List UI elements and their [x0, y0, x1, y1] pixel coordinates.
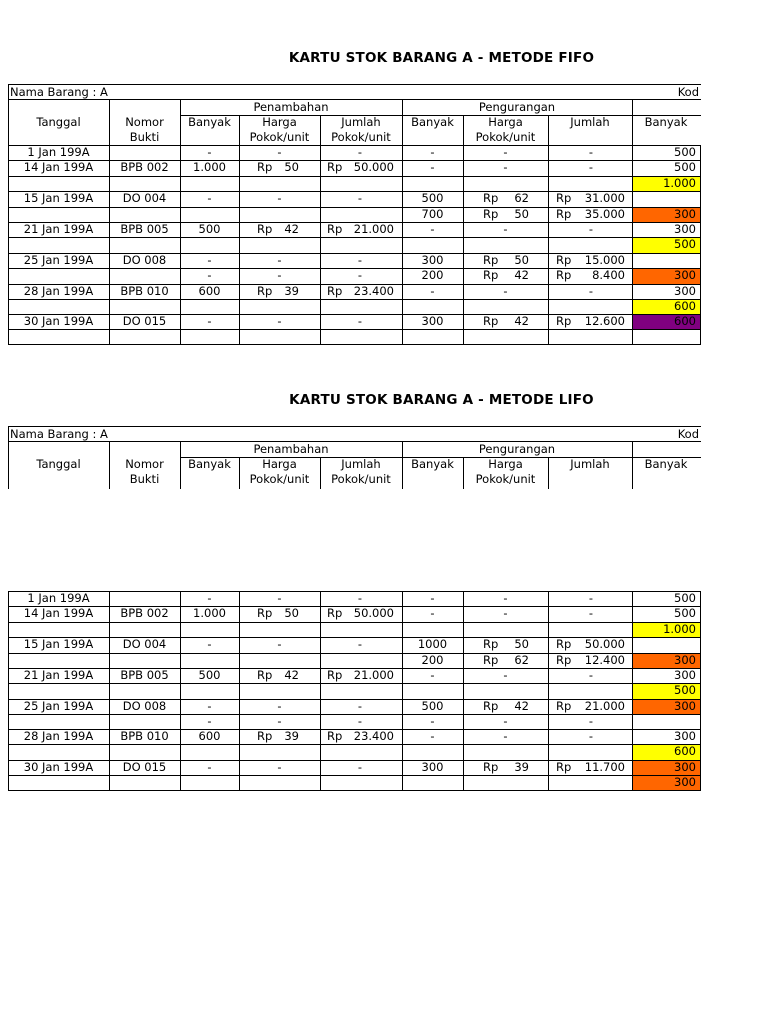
- out-qty-cell: -: [430, 606, 435, 620]
- in-price-cell: -: [277, 714, 282, 728]
- out-qty-cell: 500: [421, 699, 444, 713]
- penambahan-header: Penambahan: [253, 100, 329, 114]
- out-total-cell: -: [588, 668, 593, 682]
- out-qty-cell: -: [430, 591, 435, 605]
- bukti-cell: DO 008: [122, 699, 167, 713]
- tanggal-cell: 28 Jan 199A: [23, 284, 94, 298]
- kode-label: Kod: [677, 85, 699, 99]
- out-qty-cell: 700: [421, 207, 444, 221]
- tanggal-cell: 21 Jan 199A: [23, 668, 94, 682]
- bukti-cell: DO 015: [122, 760, 167, 774]
- in-price-currency: Rp: [257, 222, 273, 236]
- in-qty-cell: 500: [198, 222, 221, 236]
- out-total-cell: -: [588, 145, 593, 159]
- out-total-cell: -: [588, 591, 593, 605]
- tanggal-cell: 1 Jan 199A: [27, 145, 90, 159]
- tanggal-cell: 21 Jan 199A: [23, 222, 94, 236]
- jumlah-header: Jumlah: [341, 457, 381, 471]
- tanggal-cell: 30 Jan 199A: [23, 314, 94, 328]
- in-qty-cell: 600: [198, 729, 221, 743]
- in-price-cell: 42: [284, 222, 299, 236]
- tanggal-cell: 25 Jan 199A: [23, 253, 94, 267]
- out-total-currency: Rp: [556, 653, 572, 667]
- balance-cell: 600: [674, 299, 696, 313]
- pokok-unit-header: Pokok/unit: [475, 130, 536, 144]
- out-price-cell: -: [503, 222, 508, 236]
- in-price-currency: Rp: [257, 668, 273, 682]
- balance-cell: 500: [674, 683, 696, 697]
- balance-cell: 1.000: [663, 176, 696, 190]
- balance-cell: 300: [674, 207, 696, 221]
- out-total-cell: 12.600: [584, 314, 625, 328]
- nama-barang-label: Nama Barang : A: [10, 427, 108, 441]
- out-total-cell: 15.000: [584, 253, 625, 267]
- bukti-cell: BPB 005: [120, 222, 169, 236]
- out-qty-cell: 200: [421, 653, 444, 667]
- out-qty-cell: -: [430, 222, 435, 236]
- out-total-cell: -: [588, 160, 593, 174]
- balance-cell: 300: [674, 653, 696, 667]
- in-qty-cell: -: [207, 714, 212, 728]
- grid-line: [8, 790, 701, 791]
- out-total-cell: 21.000: [584, 699, 625, 713]
- out-total-cell: 11.700: [584, 760, 625, 774]
- in-qty-cell: -: [207, 268, 212, 282]
- out-price-currency: Rp: [483, 699, 499, 713]
- out-total-currency: Rp: [556, 253, 572, 267]
- out-price-cell: -: [503, 284, 508, 298]
- bukti-cell: DO 004: [122, 191, 167, 205]
- out-price-cell: 50: [514, 207, 529, 221]
- balance-cell: 500: [674, 591, 696, 605]
- in-qty-cell: 1.000: [193, 606, 226, 620]
- tanggal-cell: 28 Jan 199A: [23, 729, 94, 743]
- out-price-cell: 42: [514, 699, 529, 713]
- bukti-cell: DO 004: [122, 637, 167, 651]
- harga-header: Harga: [262, 115, 297, 129]
- balance-cell: 300: [674, 268, 696, 282]
- harga-header: Harga: [488, 457, 523, 471]
- in-total-currency: Rp: [327, 729, 343, 743]
- in-price-cell: -: [277, 191, 282, 205]
- out-price-currency: Rp: [483, 760, 499, 774]
- out-price-cell: 42: [514, 314, 529, 328]
- in-price-cell: 50: [284, 160, 299, 174]
- bukti-cell: DO 015: [122, 314, 167, 328]
- out-price-cell: 62: [514, 653, 529, 667]
- out-qty-cell: 200: [421, 268, 444, 282]
- tanggal-cell: 14 Jan 199A: [23, 606, 94, 620]
- balance-cell: 300: [674, 729, 696, 743]
- tanggal-cell: 15 Jan 199A: [23, 637, 94, 651]
- balance-cell: 300: [674, 699, 696, 713]
- in-total-cell: -: [357, 268, 362, 282]
- out-total-currency: Rp: [556, 314, 572, 328]
- out-qty-cell: -: [430, 668, 435, 682]
- out-qty-cell: 300: [421, 253, 444, 267]
- banyak-header: Banyak: [188, 457, 231, 471]
- tanggal-cell: 30 Jan 199A: [23, 760, 94, 774]
- kode-label: Kod: [677, 427, 699, 441]
- balance-cell: 600: [674, 744, 696, 758]
- in-qty-cell: 600: [198, 284, 221, 298]
- tanggal-header: Tanggal: [36, 457, 81, 471]
- out-qty-cell: -: [430, 729, 435, 743]
- out-qty-cell: 300: [421, 314, 444, 328]
- in-total-cell: -: [357, 314, 362, 328]
- out-total-cell: 35.000: [584, 207, 625, 221]
- banyak-header: Banyak: [411, 457, 454, 471]
- out-total-currency: Rp: [556, 699, 572, 713]
- balance-cell: 300: [674, 222, 696, 236]
- out-price-currency: Rp: [483, 637, 499, 651]
- in-total-cell: -: [357, 591, 362, 605]
- jumlah-header: Jumlah: [341, 115, 381, 129]
- penambahan-header: Penambahan: [253, 442, 329, 456]
- out-qty-cell: -: [430, 714, 435, 728]
- out-price-cell: 50: [514, 253, 529, 267]
- fifo-title: KARTU STOK BARANG A - METODE FIFO: [288, 50, 595, 66]
- out-total-currency: Rp: [556, 207, 572, 221]
- bukti-cell: BPB 010: [120, 729, 169, 743]
- tanggal-cell: 15 Jan 199A: [23, 191, 94, 205]
- pokok-unit-header: Pokok/unit: [331, 472, 391, 486]
- bukti-header: Bukti: [129, 472, 160, 486]
- in-qty-cell: -: [207, 591, 212, 605]
- table-row: [8, 744, 700, 760]
- out-price-currency: Rp: [483, 191, 499, 205]
- in-price-cell: 42: [284, 668, 299, 682]
- banyak-header: Banyak: [644, 457, 688, 471]
- out-total-cell: 31.000: [584, 191, 625, 205]
- out-qty-cell: 500: [421, 191, 444, 205]
- in-total-cell: -: [357, 699, 362, 713]
- in-total-currency: Rp: [327, 160, 343, 174]
- tanggal-header: Tanggal: [36, 115, 81, 129]
- table-row: [8, 622, 700, 637]
- in-qty-cell: 1.000: [193, 160, 226, 174]
- out-price-currency: Rp: [483, 207, 499, 221]
- out-price-cell: 62: [514, 191, 529, 205]
- in-price-currency: Rp: [257, 606, 273, 620]
- out-qty-cell: 300: [421, 760, 444, 774]
- pengurangan-header: Pengurangan: [478, 100, 556, 114]
- balance-cell: 300: [674, 775, 696, 789]
- balance-cell: 500: [674, 145, 696, 159]
- in-price-currency: Rp: [257, 729, 273, 743]
- out-total-cell: 12.400: [584, 653, 625, 667]
- in-qty-cell: 500: [198, 668, 221, 682]
- in-price-cell: -: [277, 637, 282, 651]
- out-price-cell: -: [503, 729, 508, 743]
- balance-cell: 500: [674, 160, 696, 174]
- tanggal-cell: 1 Jan 199A: [27, 591, 90, 605]
- balance-cell: 300: [674, 760, 696, 774]
- balance-cell: 500: [674, 606, 696, 620]
- in-total-cell: 50.000: [353, 160, 394, 174]
- banyak-header: Banyak: [411, 115, 454, 129]
- nama-barang-label: Nama Barang : A: [10, 85, 108, 99]
- in-price-cell: -: [277, 591, 282, 605]
- in-price-cell: 39: [284, 284, 299, 298]
- in-qty-cell: -: [207, 637, 212, 651]
- pengurangan-header: Pengurangan: [478, 442, 556, 456]
- in-total-cell: -: [357, 191, 362, 205]
- balance-cell: 600: [674, 314, 696, 328]
- balance-cell: 300: [674, 284, 696, 298]
- bukti-cell: BPB 010: [120, 284, 169, 298]
- in-qty-cell: -: [207, 191, 212, 205]
- out-price-cell: 50: [514, 637, 529, 651]
- tanggal-cell: 25 Jan 199A: [23, 699, 94, 713]
- in-total-cell: 23.400: [353, 284, 394, 298]
- bukti-header: Bukti: [129, 130, 160, 144]
- out-price-currency: Rp: [483, 314, 499, 328]
- balance-cell: 300: [674, 668, 696, 682]
- in-qty-cell: -: [207, 760, 212, 774]
- out-qty-cell: -: [430, 145, 435, 159]
- grid-line: [8, 426, 701, 427]
- balance-cell: 1.000: [663, 622, 696, 636]
- pokok-unit-header: Pokok/unit: [249, 472, 310, 486]
- in-total-currency: Rp: [327, 284, 343, 298]
- in-total-cell: 50.000: [353, 606, 394, 620]
- out-total-cell: -: [588, 606, 593, 620]
- pokok-unit-header: Pokok/unit: [249, 130, 310, 144]
- nomor-header: Nomor: [125, 115, 164, 129]
- harga-header: Harga: [262, 457, 297, 471]
- in-price-currency: Rp: [257, 284, 273, 298]
- in-price-cell: -: [277, 760, 282, 774]
- in-total-cell: 21.000: [353, 668, 394, 682]
- out-price-cell: 42: [514, 268, 529, 282]
- in-qty-cell: -: [207, 699, 212, 713]
- in-price-cell: -: [277, 699, 282, 713]
- nomor-header: Nomor: [125, 457, 164, 471]
- table-row: [8, 683, 700, 699]
- out-total-currency: Rp: [556, 268, 572, 282]
- out-price-cell: -: [503, 714, 508, 728]
- in-total-cell: -: [357, 714, 362, 728]
- out-total-cell: -: [588, 222, 593, 236]
- out-price-cell: -: [503, 145, 508, 159]
- in-qty-cell: -: [207, 145, 212, 159]
- in-price-currency: Rp: [257, 160, 273, 174]
- in-qty-cell: -: [207, 253, 212, 267]
- out-total-currency: Rp: [556, 637, 572, 651]
- bukti-cell: DO 008: [122, 253, 167, 267]
- in-total-cell: -: [357, 637, 362, 651]
- out-price-cell: -: [503, 606, 508, 620]
- in-total-cell: -: [357, 145, 362, 159]
- grid-line: [700, 591, 701, 791]
- in-price-cell: 50: [284, 606, 299, 620]
- out-price-cell: 39: [514, 760, 529, 774]
- in-price-cell: -: [277, 268, 282, 282]
- out-qty-cell: -: [430, 284, 435, 298]
- pokok-unit-header: Pokok/unit: [475, 472, 536, 486]
- out-price-cell: -: [503, 160, 508, 174]
- in-total-cell: -: [357, 253, 362, 267]
- banyak-header: Banyak: [644, 115, 688, 129]
- out-price-currency: Rp: [483, 268, 499, 282]
- in-total-currency: Rp: [327, 222, 343, 236]
- pokok-unit-header: Pokok/unit: [331, 130, 391, 144]
- balance-cell: 500: [674, 237, 696, 251]
- out-price-cell: -: [503, 591, 508, 605]
- table-row: [8, 775, 700, 790]
- out-total-cell: -: [588, 729, 593, 743]
- bukti-cell: BPB 002: [120, 160, 169, 174]
- in-total-currency: Rp: [327, 606, 343, 620]
- harga-header: Harga: [488, 115, 523, 129]
- in-qty-cell: -: [207, 314, 212, 328]
- out-price-currency: Rp: [483, 653, 499, 667]
- out-total-cell: 50.000: [584, 637, 625, 651]
- in-total-cell: 21.000: [353, 222, 394, 236]
- jumlah-header: Jumlah: [570, 457, 610, 471]
- in-total-currency: Rp: [327, 668, 343, 682]
- out-total-cell: -: [588, 714, 593, 728]
- out-price-cell: -: [503, 668, 508, 682]
- tanggal-cell: 14 Jan 199A: [23, 160, 94, 174]
- banyak-header: Banyak: [188, 115, 231, 129]
- out-price-currency: Rp: [483, 253, 499, 267]
- out-total-cell: 8.400: [592, 268, 625, 282]
- out-total-currency: Rp: [556, 191, 572, 205]
- out-total-cell: -: [588, 284, 593, 298]
- in-price-cell: 39: [284, 729, 299, 743]
- bukti-cell: BPB 002: [120, 606, 169, 620]
- jumlah-header: Jumlah: [570, 115, 610, 129]
- lifo-title: KARTU STOK BARANG A - METODE LIFO: [289, 392, 594, 408]
- out-qty-cell: 1000: [417, 637, 448, 651]
- in-price-cell: -: [277, 145, 282, 159]
- in-price-cell: -: [277, 314, 282, 328]
- in-total-cell: 23.400: [353, 729, 394, 743]
- out-qty-cell: -: [430, 160, 435, 174]
- in-total-cell: -: [357, 760, 362, 774]
- in-price-cell: -: [277, 253, 282, 267]
- out-total-currency: Rp: [556, 760, 572, 774]
- bukti-cell: BPB 005: [120, 668, 169, 682]
